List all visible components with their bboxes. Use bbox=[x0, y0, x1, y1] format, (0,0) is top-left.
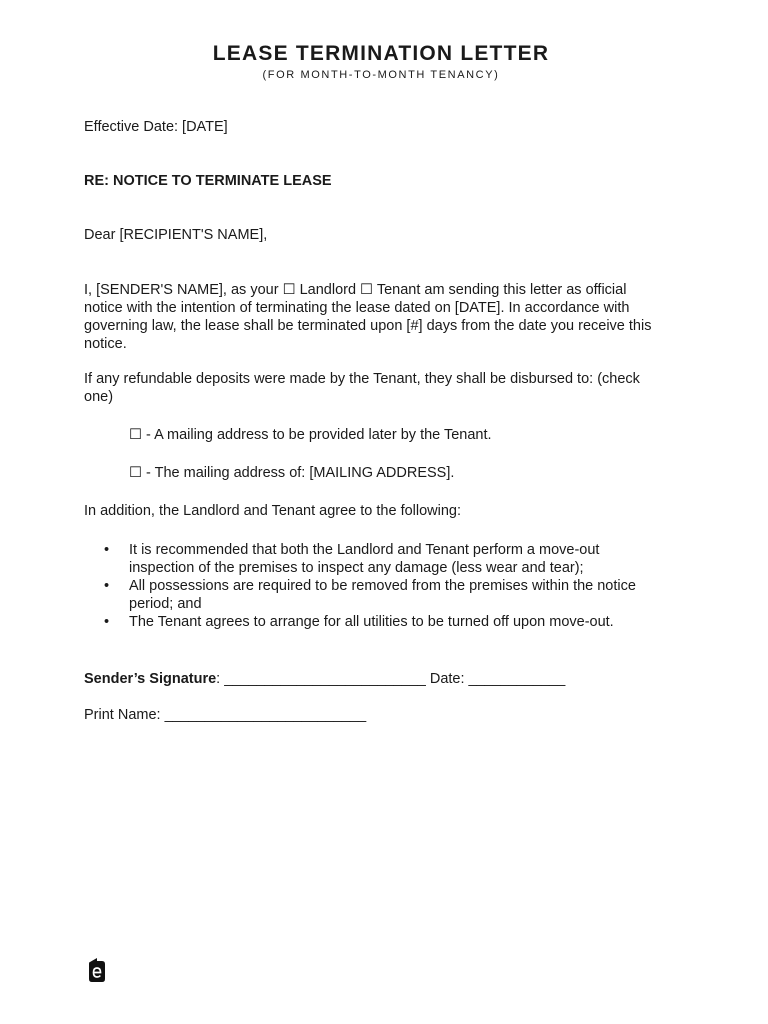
deposit-option-address[interactable]: ☐ - The mailing address of: [MAILING ADDRESS]. bbox=[129, 465, 455, 481]
body-line: notice with the intention of terminating the lease dated on [DATE]. In accordance with bbox=[84, 300, 630, 316]
bullet-icon: • bbox=[104, 542, 110, 558]
body-line: notice. bbox=[84, 336, 127, 352]
salutation: Dear [RECIPIENT'S NAME], bbox=[84, 227, 268, 243]
list-item bbox=[84, 577, 636, 613]
signature-fields[interactable]: : _________________________ Date: ____________ bbox=[216, 671, 566, 687]
deposit-paragraph bbox=[84, 370, 684, 406]
effective-date: Effective Date: [DATE] bbox=[84, 119, 228, 135]
deposit-line: If any refundable deposits were made by the Tenant, they shall be disbursed to: (check bbox=[84, 371, 640, 387]
eforms-logo-icon bbox=[88, 957, 106, 983]
list-item-text: All possessions are required to be removed from the premises within the notice bbox=[129, 578, 636, 594]
body-paragraph bbox=[84, 281, 684, 353]
signature-label: Sender’s Signature bbox=[84, 671, 217, 687]
list-item bbox=[84, 613, 636, 631]
re-line: RE: NOTICE TO TERMINATE LEASE bbox=[84, 173, 332, 189]
print-name-line[interactable]: Print Name: _________________________ bbox=[84, 707, 367, 723]
agreement-list bbox=[84, 541, 636, 631]
signature-line[interactable] bbox=[84, 670, 565, 688]
list-item-text: It is recommended that both the Landlord and Tenant perform a move-out bbox=[129, 542, 600, 558]
agreement-intro: In addition, the Landlord and Tenant agree to the following: bbox=[84, 503, 462, 519]
list-item-text: period; and bbox=[129, 596, 202, 612]
list-item-text: inspection of the premises to inspect any damage (less wear and tear); bbox=[129, 560, 584, 576]
bullet-icon: • bbox=[104, 614, 110, 630]
list-item-text: The Tenant agrees to arrange for all utilities to be turned off upon move-out. bbox=[129, 614, 614, 630]
document-title: LEASE TERMINATION LETTER bbox=[212, 42, 550, 65]
document-subtitle: (FOR MONTH-TO-MONTH TENANCY) bbox=[262, 69, 500, 81]
body-line: governing law, the lease shall be terminated upon [#] days from the date you receive this bbox=[84, 318, 652, 334]
deposit-line: one) bbox=[84, 389, 114, 405]
body-line: I, [SENDER'S NAME], as your ☐ Landlord ☐ Tenant am sending this letter as official bbox=[84, 282, 627, 298]
deposit-option-later[interactable]: ☐ - A mailing address to be provided later by the Tenant. bbox=[129, 427, 492, 443]
bullet-icon: • bbox=[104, 578, 110, 594]
eforms-logo-icon bbox=[88, 957, 106, 983]
list-item bbox=[84, 541, 636, 577]
